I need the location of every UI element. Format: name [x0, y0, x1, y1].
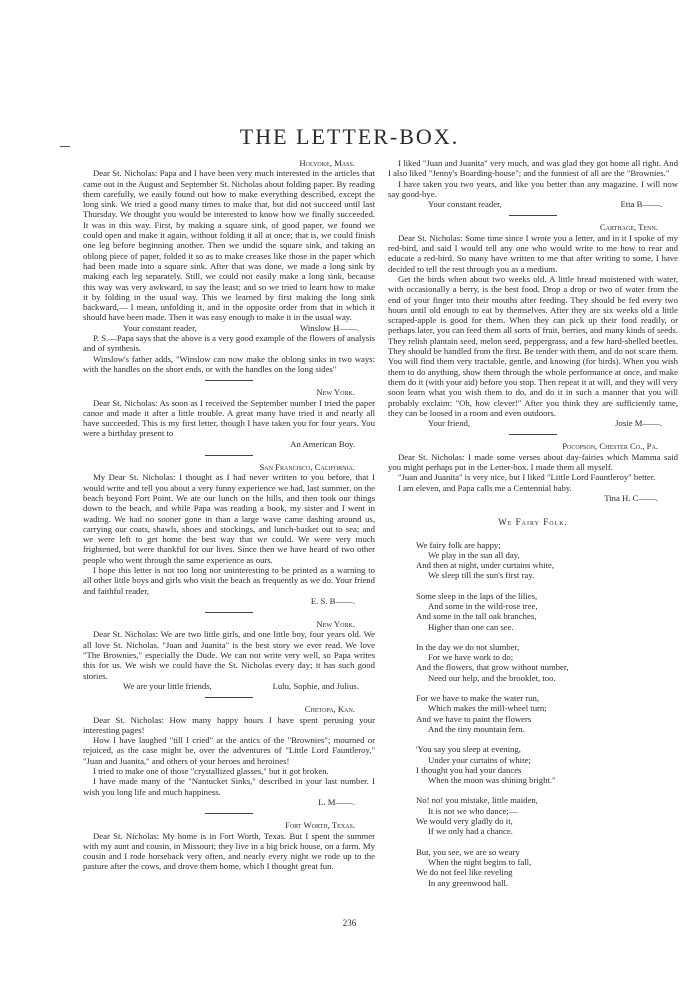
- poem-line: And some in the wild-rose tree,: [428, 600, 538, 611]
- letter: [83, 820, 375, 871]
- letter-location: Fort Worth, Texas.: [285, 820, 355, 831]
- separator-rule: [509, 434, 557, 435]
- poem-stanza: [416, 693, 678, 734]
- letter-postscript: P. S.—Papa says that the above is a very good example of the flowers of analysis and of synthesis.: [83, 333, 375, 354]
- poem-stanza: [416, 540, 678, 581]
- letter: [83, 619, 375, 691]
- signature-closing: We are your little friends,: [123, 680, 212, 691]
- poem-stanza: [416, 591, 678, 632]
- letter: [83, 462, 375, 606]
- poem-line: We do not feel like reveling: [416, 867, 513, 878]
- poem-line: In any greenwood hall.: [428, 877, 509, 888]
- poem-line: Need our help, and the brooklet, too.: [428, 672, 556, 683]
- letter-paragraph: I am eleven, and Papa calls me a Centennial baby.: [398, 482, 572, 493]
- letter-paragraph: How I have laughed "till I cried" at the antics of the "Brownies"; mourned or rejoiced, as the case might be, over the adventures of "Little Lord Fauntleroy," "Juan and Juanita," and others of your heroes and heroines!: [83, 735, 375, 766]
- poem-line: When the night begins to fall,: [428, 856, 532, 867]
- poem-line: No! no! you mistake, little maiden,: [416, 795, 538, 806]
- poem-line: We would very gladly do it,: [416, 816, 513, 827]
- letter-location: Pocopson, Chester Co., Pa.: [562, 441, 658, 452]
- letter: [388, 158, 678, 209]
- signature-closing: Your friend,: [428, 418, 471, 429]
- letter-location: San Francisco, California.: [259, 462, 355, 473]
- poem-line: I thought you had your dances: [416, 764, 522, 775]
- poem-line: For we have work to do;: [428, 652, 514, 663]
- letter: [388, 441, 678, 503]
- poem-stanza: [416, 744, 678, 785]
- separator-rule: [509, 215, 557, 216]
- poem-stanza: [416, 642, 678, 683]
- letter-paragraph: Dear St. Nicholas: Some time since I wrote you a letter, and in it I spoke of my red-bird, and said I would tell any one who would write to me how to rear and educate a red-bird. So many have written to me that after writing to some, I have decided to tell the rest through you as a medium.: [388, 232, 678, 274]
- poem: [388, 517, 678, 888]
- signature-name: L. M——.: [318, 796, 355, 807]
- poem-line: 'You say you sleep at evening,: [416, 744, 521, 755]
- right-column: [388, 158, 678, 898]
- page-number: 236: [342, 918, 357, 928]
- poem-line: And then at night, under curtains white,: [416, 560, 555, 571]
- page-title: THE LETTER-BOX.: [239, 124, 460, 149]
- letter-signature-line: [83, 681, 375, 691]
- signature-name: Etta B——.: [620, 199, 662, 210]
- letter-paragraph: My Dear St. Nicholas: I thought as I had never written to you before, that I would write and tell you about a very funny experience we had, last summer, on the beach beyond Fort Point. We ate our lunch on the hills, and then took our things down to the beach, and while Papa was reading a book, my sister and I went in wading. We had no sooner gone in than a large wave came dashing around us, carrying our coats, shawls, shoes and stockings, and lunch-basket out to sea; and we were left to get home the best way that we could. We were very much frightened, but were thankful for our lives. Since then we have heard of two other people who went through the same experience as ours.: [83, 472, 375, 565]
- letter: [83, 387, 375, 449]
- poem-line: And we have to paint the flowers: [416, 713, 532, 724]
- separator-rule: [205, 697, 253, 698]
- poem-line: Under your curtains of white;: [428, 754, 531, 765]
- letter-location: Chetopa, Kan.: [304, 704, 355, 715]
- poem-line: For we have to make the water run,: [416, 693, 540, 704]
- poem-stanza: [416, 795, 678, 836]
- signature-closing: Your constant reader,: [428, 199, 502, 210]
- letter-paragraph: Dear St. Nicholas: How many happy hours I have spent perusing your interesting pages!: [83, 714, 375, 735]
- poem-line: In the day we do not slumber,: [416, 641, 520, 652]
- letter-paragraph: Dear St. Nicholas: I made some verses about day-fairies which Mamma said you might perhaps put in the Letter-box. I made them all myself.: [388, 451, 678, 473]
- letter: [83, 704, 375, 807]
- signature-closing: Your constant reader,: [123, 322, 197, 333]
- letter-paragraph: Dear St. Nicholas: Papa and I have been very much interested in the articles that came out in the August and September St. Nicholas about folding paper. By reading them carefully, we easily found out how to make everything described, except the long sink. We tried a good many times to make that, but did not succeed until last Thursday. We thought you would be interested to know how we finally succeeded. It was in this way. First, by making a square sink, of good paper, we found we could open and make it again, without folding it all at once; that is, we could finish one leg before beginning another. Then we undid the square sink, and taking an oblong piece of paper, folded it so as to make creases like those in the paper which had been made into a square sink. After that was done, we made a long sink by making each leg separately. Still, we could not easily make a long sink, because this way was very awkward, to say the least; and so we tried to learn how to make it by folding in the usual way. This we learned by first making the long sink backward,— I mean, unfolding it, and in the opposite order from that in which it should have been made. Then it was easy enough to make it in the usual way.: [83, 168, 375, 323]
- letter-paragraph: Dear St. Nicholas: As soon as I received the September number I tried the paper canoe and made it after a little trouble. A great many have tried it and nearly all have succeeded. This is my first letter, though I have taken you for four years. You were a birthday present to: [83, 397, 375, 439]
- right-letters: [388, 158, 678, 503]
- signature-name: Lulu, Sophie, and Julius.: [272, 680, 359, 691]
- left-column: [83, 158, 375, 872]
- letter-location: New York.: [316, 619, 355, 630]
- letter-paragraph: I have made many of the "Nantucket Sinks," described in your last number. I wish you long life and much happiness.: [83, 776, 375, 797]
- letter-paragraph: "Juan and Juanita" is very nice, but I liked "Little Lord Fauntleroy" better.: [398, 472, 656, 483]
- poem-line: But, you see, we are so weary: [416, 846, 520, 857]
- poem-line: And the flowers, that grow without number,: [416, 662, 569, 673]
- poem-line: And the tiny mountain fern.: [428, 723, 525, 734]
- letter-location: Carthage, Tenn.: [599, 222, 658, 233]
- separator-rule: [205, 612, 253, 613]
- letter: [83, 158, 375, 374]
- poem-title: We Fairy Folk.: [498, 517, 568, 528]
- signature-name: Tina H. C——.: [604, 492, 658, 503]
- letter-paragraph: I hope this letter is not too long nor uninteresting to be printed as a warning to all other little boys and girls who visit the beach as frequently as we do. Your friend and faithful reader,: [83, 564, 375, 596]
- poem-stanza: [416, 847, 678, 888]
- letter-postscript: Winslow's father adds, "Winslow can now make the oblong sinks in two ways: with the handles on the short ends, or with the handles on the long sides": [83, 353, 375, 374]
- signature-name: E. S. B——.: [310, 595, 355, 606]
- letter-paragraph: Get the birds when about two weeks old. A little bread moistened with water, with occasionally a berry, is the best food. Drop a drop or two of water from the end of your finger into their mouths after feeding. They should be fed every two hours until old enough to eat by themselves. After they are six weeks old a little scraped-apple is good for them. When they can pick up their food readily, or perhaps later, you can feed them all sorts of fruit, berries, and many kinds of seeds. They relish plantain seed, melon seed, peppergrass, and a few hard-shelled beetles. They should be handled from the first. Be tender with them, and do not scare them. You will find them very tractable, gentle, and knowing (for birds). When you wish them to do anything, show them through the whole performance at once, and make them do it (with your aid) before you stop. Then repeat it at will, and they will very soon learn what you wish them to do, and do it in such a manner that you will probably exclaim: "Oh, how clever!" After you think they are sufficiently tame, they can be loosed in a room and even outdoors.: [388, 273, 678, 418]
- letter-paragraph: I tried to make one of those "crystallized glasses," but it got broken.: [93, 766, 329, 777]
- poem-line: We sleep till the sun's first ray.: [428, 570, 535, 581]
- poem-line: If we only had a chance.: [428, 826, 513, 837]
- letter-signature-line: [388, 199, 678, 209]
- poem-stanzas: [388, 540, 678, 888]
- separator-rule: [205, 380, 253, 381]
- poem-line: We play in the sun all day,: [428, 549, 520, 560]
- signature-name: Winslow H——.: [299, 322, 359, 333]
- letter-location: Holyoke, Mass.: [299, 158, 355, 168]
- poem-line: When the moon was shining bright.": [428, 775, 556, 786]
- poem-line: And some in the tall oak branches,: [416, 611, 537, 622]
- letter-signature-line: [83, 323, 375, 333]
- signature-name: Josie M——.: [615, 418, 662, 429]
- letter-paragraph: Dear St. Nicholas: We are two little girls, and one little boy, four years old. We all love St. Nicholas. "Juan and Juanita" is the best story we ever read. We love "The Brownies," especially the Dude. We can not write very well, so Papa writes this for us. We wish we could have the St. Nicholas every day; it has such good stories.: [83, 629, 375, 681]
- separator-rule: [205, 813, 253, 814]
- separator-rule: [205, 455, 253, 456]
- letter: [388, 222, 678, 428]
- poem-line: It is not we who dance;—: [428, 805, 518, 816]
- letter-paragraph: I liked "Juan and Juanita" very much, and was glad they got home all right. And I also liked "Jenny's Boarding-house"; and the funniest of all are the "Brownies.": [388, 158, 678, 179]
- poem-line: We fairy folk are happy;: [416, 539, 501, 550]
- poem-line: Higher than one can see.: [428, 621, 514, 632]
- letter-paragraph: Dear St. Nicholas: My home is in Fort Worth, Texas. But I spent the summer with my aunt and cousin, in Missouri; they live in a big brick house, on a farm. My cousin and I rode horseback very often, and nearly every night we rode up to the pasture after the cows, and drove them home, which I thought great fun.: [83, 830, 375, 872]
- signature-name: An American Boy.: [290, 438, 355, 449]
- letter-paragraph: I have taken you two years, and like you better than any magazine. I will now say good-bye.: [388, 178, 678, 199]
- letter-signature-line: [388, 418, 678, 428]
- poem-line: Which makes the mill-wheel turn;: [428, 703, 547, 714]
- letter-location: New York.: [316, 387, 355, 398]
- poem-line: Some sleep in the laps of the lilies,: [416, 590, 538, 601]
